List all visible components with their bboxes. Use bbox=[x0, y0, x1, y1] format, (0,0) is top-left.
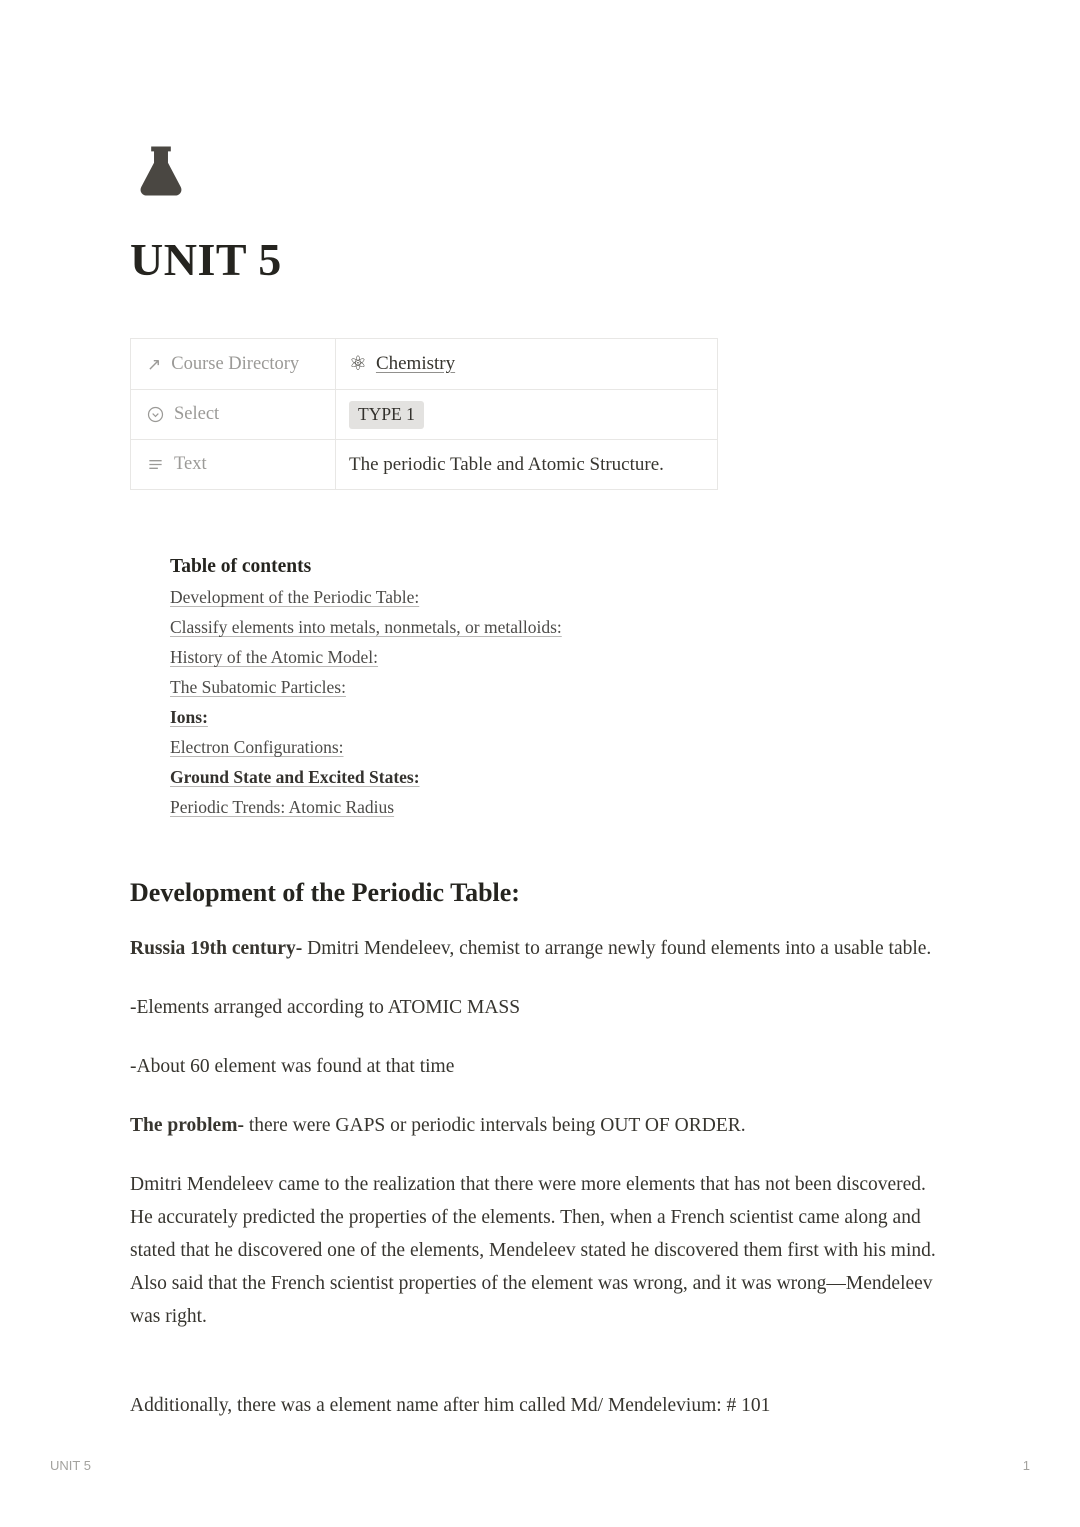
arrow-up-right-icon: ↗ bbox=[147, 354, 162, 374]
property-row-text bbox=[131, 439, 717, 489]
toc-link-ions[interactable]: Ions: bbox=[170, 707, 208, 728]
property-value-cell bbox=[336, 339, 717, 389]
footer-page-number: 1 bbox=[1022, 1458, 1030, 1473]
property-label-cell[interactable] bbox=[131, 390, 336, 439]
paragraph-russia bbox=[130, 932, 950, 965]
chemistry-page-link[interactable]: Chemistry bbox=[375, 353, 456, 375]
paragraph-60-elements: -About 60 element was found at that time bbox=[130, 1056, 455, 1078]
toc-link-electron-configurations[interactable]: Electron Configurations: bbox=[170, 737, 344, 758]
paragraph-mendeleev-story: Dmitri Mendeleev came to the realization that there were more elements that has not been discovered. He accurately predicted the properties of the elements. Then, when a French scientist came along and stated that he discovered one of the elements, Mendeleev stated he discovered them first with his mind. Also said that the French scientist properties of the element was wrong, and it was wrong—Mendeleev was right. bbox=[130, 1174, 936, 1328]
property-label-cell[interactable] bbox=[131, 339, 336, 389]
toc-title: Table of contents bbox=[170, 556, 312, 578]
paragraph-text: Dmitri Mendeleev, chemist to arrange newly found elements into a usable table. bbox=[302, 938, 932, 960]
footer-document-name: UNIT 5 bbox=[50, 1458, 91, 1473]
property-row-course-directory bbox=[131, 339, 717, 389]
property-label-cell[interactable] bbox=[131, 440, 336, 489]
toc-link-ground-excited-states[interactable]: Ground State and Excited States: bbox=[170, 767, 420, 788]
property-label: Select bbox=[174, 404, 220, 425]
property-label: Text bbox=[174, 454, 207, 475]
paragraph-text: there were GAPS or periodic intervals being OUT OF ORDER. bbox=[243, 1115, 746, 1137]
flask-icon bbox=[130, 140, 192, 202]
properties-table bbox=[130, 338, 718, 490]
property-row-select bbox=[131, 389, 717, 439]
paragraph-atomic-mass: -Elements arranged according to ATOMIC MASS bbox=[130, 997, 521, 1019]
text-icon bbox=[147, 456, 164, 473]
table-of-contents bbox=[130, 552, 950, 822]
paragraph-bold-lead: The problem- bbox=[130, 1115, 244, 1137]
property-value-cell bbox=[336, 440, 717, 489]
atom-icon: ⚛ bbox=[349, 353, 367, 376]
paragraph-bold-lead: Russia 19th century- bbox=[130, 938, 303, 960]
select-tag-type1[interactable]: TYPE 1 bbox=[349, 401, 424, 429]
toc-link-history-atomic-model[interactable]: History of the Atomic Model: bbox=[170, 647, 379, 668]
toc-link-development-periodic-table[interactable]: Development of the Periodic Table: bbox=[170, 587, 420, 608]
paragraph-mendelevium: Additionally, there was a element name after him called Md/ Mendelevium: # 101 bbox=[130, 1395, 771, 1417]
toc-link-periodic-trends[interactable]: Periodic Trends: Atomic Radius bbox=[170, 797, 395, 818]
text-property-value: The periodic Table and Atomic Structure. bbox=[349, 453, 664, 475]
page-footer bbox=[50, 1458, 1030, 1473]
property-value-cell bbox=[336, 390, 717, 439]
section-heading: Development of the Periodic Table: bbox=[130, 878, 520, 908]
property-label: Course Directory bbox=[171, 353, 300, 374]
paragraph-problem bbox=[130, 1109, 950, 1142]
toc-link-subatomic-particles[interactable]: The Subatomic Particles: bbox=[170, 677, 346, 698]
toc-link-classify-elements[interactable]: Classify elements into metals, nonmetals, or metalloids: bbox=[170, 617, 562, 638]
select-icon bbox=[147, 406, 164, 423]
page-title: UNIT 5 bbox=[130, 234, 282, 285]
